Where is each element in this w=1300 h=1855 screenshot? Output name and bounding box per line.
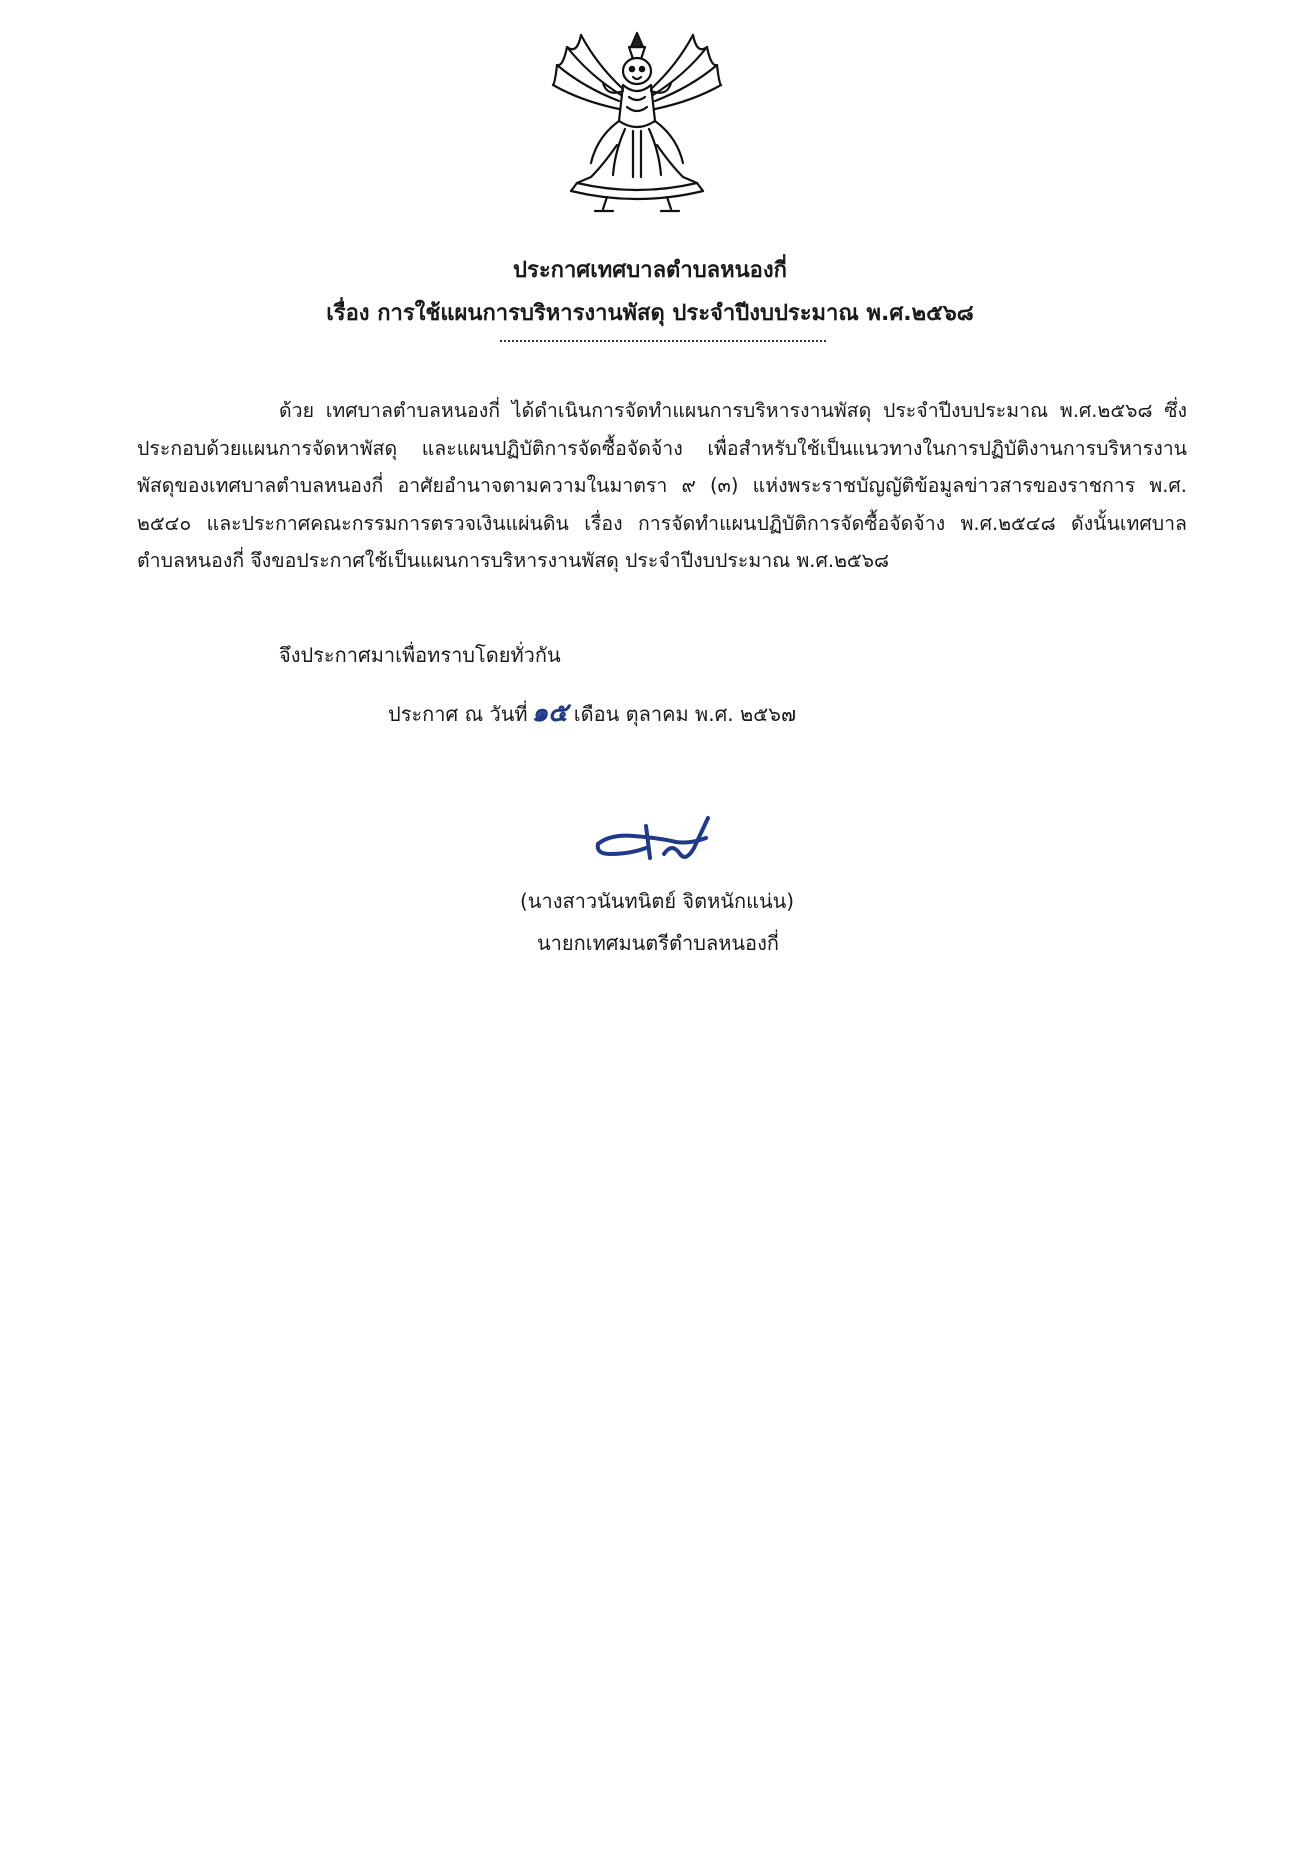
closing-line: จึงประกาศมาเพื่อทราบโดยทั่วกัน [279, 643, 561, 667]
garuda-emblem-icon [537, 25, 737, 220]
announcement-date [388, 698, 796, 729]
body-paragraph: ด้วย เทศบาลตำบลหนองกี่ ได้ดำเนินการจัดทำแผนการบริหารงานพัสดุ ประจำปีงบประมาณ พ.ศ.๒๕๖๘ ซึ่งประกอบด้วยแผนการจัดหาพัสดุ และแผนปฏิบัติการจัดซื้อจัดจ้าง เพื่อสำหรับใช้เป็นแนวทางในการปฏิบัติงานการบริหารงานพัสดุของเทศบาลตำบลหนองกี่ อาศัยอำนาจตามความในมาตรา ๙ (๓) แห่งพระราชบัญญัติข้อมูลข่าวสารของราชการ พ.ศ. ๒๕๔๐ และประกาศคณะกรรมการตรวจเงินแผ่นดิน เรื่อง การจัดทำแผนปฏิบัติการจัดซื้อจัดจ้าง พ.ศ.๒๕๔๘ ดังนั้นเทศบาลตำบลหนองกี่ จึงขอประกาศใช้เป็นแผนการบริหารงานพัสดุ ประจำปีงบประมาณ พ.ศ.๒๕๖๘ [137, 399, 1187, 572]
signer-name: (นางสาวนันทนิตย์ จิตหนักแน่น) [520, 889, 795, 913]
announcement-title: ประกาศเทศบาลตำบลหนองกี่ [513, 258, 787, 283]
dotted-divider [500, 340, 826, 342]
signer-title: นายกเทศมนตรีตำบลหนองกี่ [537, 931, 779, 955]
signature-icon [590, 808, 730, 868]
announcement-subject: เรื่อง การใช้แผนการบริหารงานพัสดุ ประจำปีงบประมาณ พ.ศ.๒๕๖๘ [326, 301, 974, 326]
date-suffix: เดือน ตุลาคม พ.ศ. ๒๕๖๗ [573, 702, 797, 726]
date-prefix: ประกาศ ณ วันที่ [388, 702, 528, 726]
date-day: ๑๕ [531, 698, 568, 728]
